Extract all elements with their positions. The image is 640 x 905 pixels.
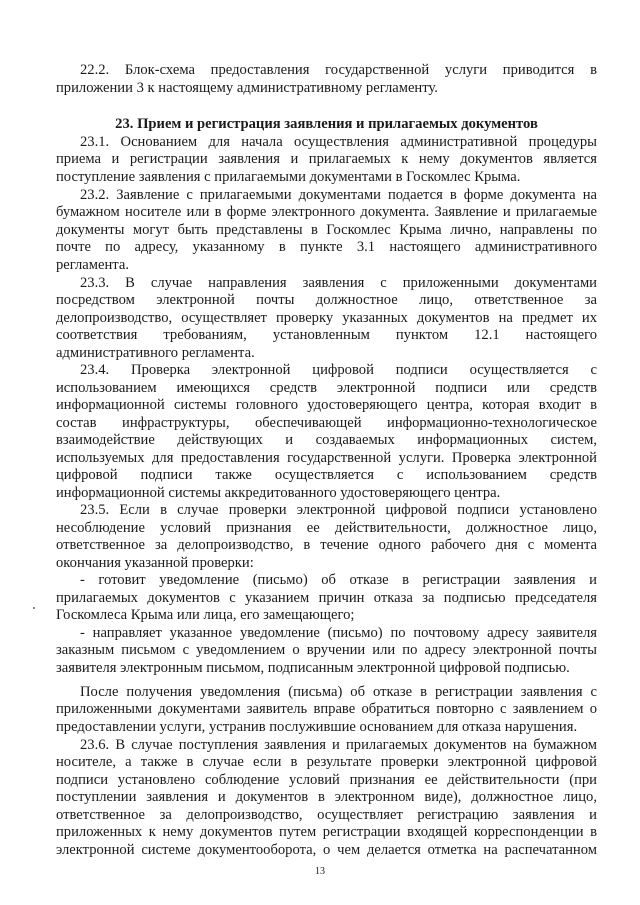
text-line: 23.1. Основанием для начала осуществления административной процедуры — [80, 134, 597, 150]
text-line: посредством электронной почты должностное лицо, ответственное за — [56, 292, 597, 308]
text-line: приложении 3 к настоящему административному регламенту. — [56, 80, 438, 96]
text-line: 22.2. Блок-схема предоставления государственной услуги приводится в — [80, 62, 597, 78]
text-line: 23.4. Проверка электронной цифровой подписи осуществляется с — [80, 362, 597, 378]
text-line: подписи установлено соблюдение условий признания ее действительности (при — [56, 772, 597, 788]
text-line: электронной системе документооборота, о чем делается отметка на распечатанном — [56, 842, 597, 858]
list-item-line: - готовит уведомление (письмо) об отказе в регистрации заявления и — [80, 572, 597, 588]
text-line: приема и регистрации заявления и прилагаемых к нему документов является — [56, 151, 597, 167]
text-line: поступление заявления с прилагаемыми документами в Госкомлес Крыма. — [56, 169, 521, 185]
text-line: приложенных к нему документов путем регистрации входящей корреспонденции в — [56, 824, 597, 840]
text-line: бумажном носителе или в форме электронного документа. Заявление и прилагаемые — [56, 204, 597, 220]
text-line: прилагаемых документов с указанием причин отказа за подписью председателя — [56, 590, 597, 606]
text-line: административного регламента. — [56, 345, 255, 361]
text-line: соответствия требованиям, установленным пунктом 12.1 настоящего — [56, 327, 597, 343]
page-number: 13 — [315, 866, 325, 877]
text-line: ответственное за делопроизводство, осуществляет регистрацию заявления и — [56, 807, 597, 823]
text-line: документы могут быть представлены в Госкомлес Крыма лично, направлены по — [56, 222, 597, 238]
text-line: взаимодействие действующих и создаваемых информационных систем, — [56, 432, 597, 448]
text-line: регламента. — [56, 257, 129, 273]
text-line: использованием имеющихся средств электронной подписи или средств — [56, 380, 597, 396]
text-line: состав инфраструктуры, обеспечивающей информационно-технологическое — [56, 415, 597, 431]
text-line: После получения уведомления (письма) об отказе в регистрации заявления с — [80, 684, 597, 700]
text-line: почте по адресу, указанному в пункте 3.1 настоящего административного — [56, 239, 597, 255]
text-line: 23.2. Заявление с прилагаемыми документами подается в форме документа на — [80, 187, 597, 203]
text-line: несоблюдение условий признания ее действительности, должностное лицо, — [56, 520, 597, 536]
text-line: предоставлении услуги, устранив послужившие основанием для отказа нарушения. — [56, 719, 578, 735]
text-line: цифровой подписи также осуществляется с использованием средств — [56, 467, 597, 483]
text-line: поступлении заявления и документов в электронном виде), должностное лицо, — [56, 789, 597, 805]
text-line: носителе, а также в случае если в результате проверки электронной цифровой — [56, 754, 597, 770]
section-heading: 23. Прием и регистрация заявления и прилагаемых документов — [115, 116, 538, 132]
scan-speck — [33, 607, 35, 609]
text-line: 23.3. В случае направления заявления с приложенными документами — [80, 275, 597, 291]
text-line: заявителя электронным письмом, подписанным электронной цифровой подписью. — [56, 660, 570, 676]
list-item-line: - направляет указанное уведомление (письмо) по почтовому адресу заявителя — [80, 625, 597, 641]
text-line: ответственное за делопроизводство, в течение одного рабочего дня с момента — [56, 537, 597, 553]
text-line: информационной системы аккредитованного удостоверяющего центра. — [56, 485, 501, 501]
text-line: заказным письмом с уведомлением о вручении или по адресу электронной почты — [56, 642, 597, 658]
text-line: приложенными документами заявитель вправе обратиться повторно с заявлением о — [56, 701, 597, 717]
text-line: 23.5. Если в случае проверки электронной цифровой подписи установлено — [80, 502, 597, 518]
text-line: 23.6. В случае поступления заявления и прилагаемых документов на бумажном — [80, 737, 597, 753]
text-line: окончания указанной проверки: — [56, 555, 254, 571]
text-line: информационной системы головного удостоверяющего центра, которая входит в — [56, 397, 597, 413]
text-line: делопроизводство, осуществляет проверку указанных документов на предмет их — [56, 310, 597, 326]
text-line: используемых для предоставления государственной услуги. Проверка электронной — [56, 450, 597, 466]
text-line: Госкомлеса Крыма или лица, его замещающего; — [56, 607, 355, 623]
